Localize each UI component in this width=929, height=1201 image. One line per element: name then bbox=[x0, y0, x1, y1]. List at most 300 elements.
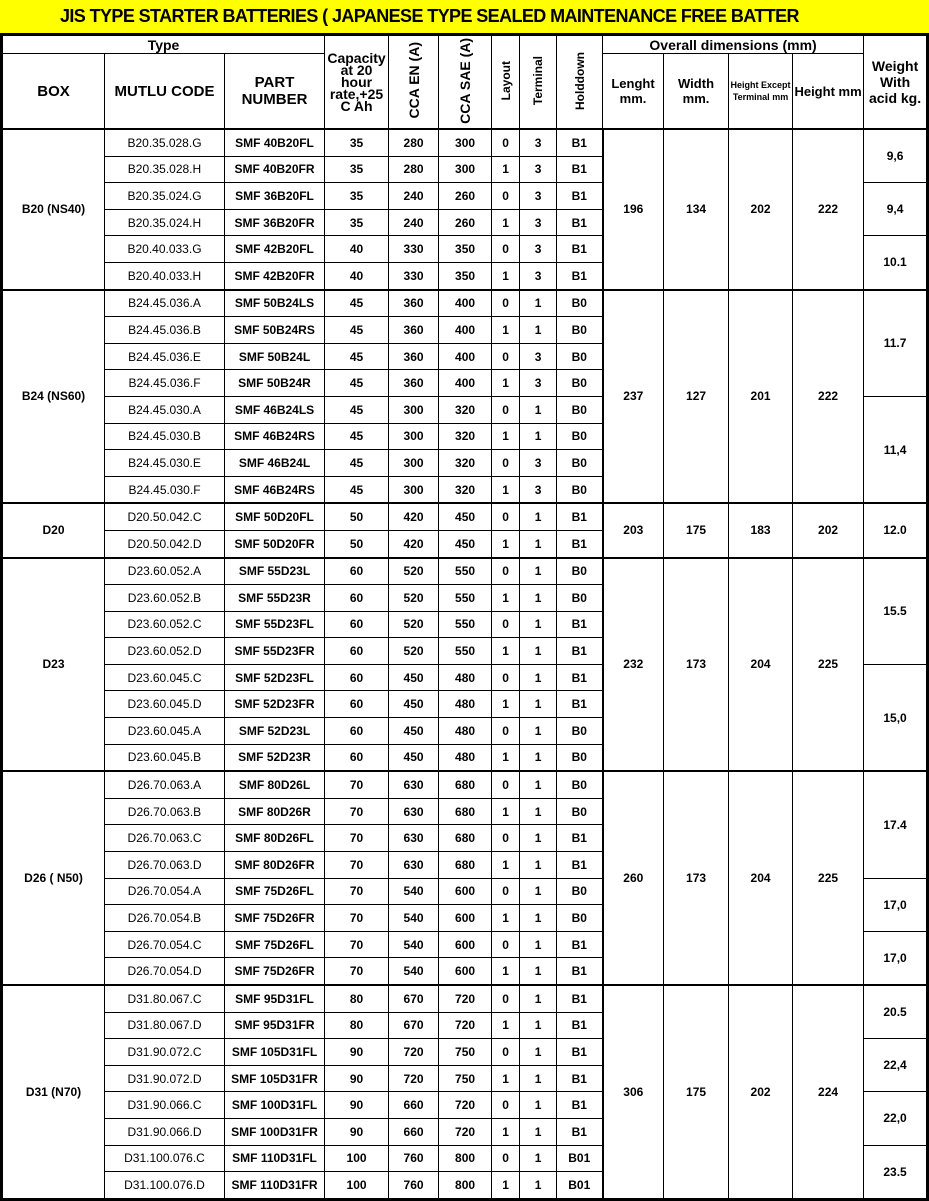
weight-cell: 17,0 bbox=[864, 878, 928, 931]
cca-sae-cell: 720 bbox=[439, 1118, 492, 1145]
height-except-cell: 201 bbox=[729, 290, 793, 504]
part-number-cell: SMF 50B24R bbox=[225, 370, 325, 397]
layout-cell: 1 bbox=[492, 1012, 520, 1039]
terminal-cell: 1 bbox=[520, 611, 557, 638]
mutlu-code-cell: B24.45.036.E bbox=[105, 343, 225, 370]
terminal-cell: 1 bbox=[520, 290, 557, 317]
weight-cell: 15.5 bbox=[864, 558, 928, 665]
header-mutlu-code: MUTLU CODE bbox=[105, 54, 225, 130]
layout-cell: 0 bbox=[492, 236, 520, 263]
part-number-cell: SMF 100D31FL bbox=[225, 1092, 325, 1119]
holddown-cell: B01 bbox=[557, 1145, 603, 1172]
cca-en-cell: 720 bbox=[389, 1065, 439, 1092]
table-body bbox=[2, 129, 928, 1199]
height-cell: 224 bbox=[793, 985, 864, 1199]
cca-en-cell: 450 bbox=[389, 691, 439, 718]
cca-sae-cell: 800 bbox=[439, 1172, 492, 1200]
terminal-cell: 1 bbox=[520, 585, 557, 612]
cca-sae-cell: 260 bbox=[439, 209, 492, 236]
cca-en-cell: 630 bbox=[389, 825, 439, 852]
cca-sae-cell: 750 bbox=[439, 1039, 492, 1066]
mutlu-code-cell: D26.70.063.C bbox=[105, 825, 225, 852]
terminal-cell: 3 bbox=[520, 450, 557, 477]
mutlu-code-cell: D23.60.045.C bbox=[105, 664, 225, 691]
cca-sae-cell: 680 bbox=[439, 825, 492, 852]
mutlu-code-cell: D26.70.054.D bbox=[105, 958, 225, 985]
width-cell: 175 bbox=[664, 503, 729, 557]
cca-sae-cell: 600 bbox=[439, 958, 492, 985]
part-number-cell: SMF 55D23R bbox=[225, 585, 325, 612]
layout-cell: 1 bbox=[492, 530, 520, 557]
mutlu-code-cell: B24.45.030.B bbox=[105, 423, 225, 450]
header-cca-sae-label: CCA SAE (A) bbox=[457, 37, 474, 124]
terminal-cell: 1 bbox=[520, 852, 557, 879]
header-holddown bbox=[557, 35, 603, 130]
page-title: JIS TYPE STARTER BATTERIES ( JAPANESE TYPE SEALED MAINTENANCE FREE BATTER bbox=[0, 0, 929, 33]
layout-cell: 0 bbox=[492, 1145, 520, 1172]
holddown-cell: B0 bbox=[557, 423, 603, 450]
layout-cell: 1 bbox=[492, 423, 520, 450]
part-number-cell: SMF 105D31FL bbox=[225, 1039, 325, 1066]
capacity-cell: 40 bbox=[325, 236, 389, 263]
cca-en-cell: 630 bbox=[389, 771, 439, 798]
terminal-cell: 1 bbox=[520, 985, 557, 1012]
holddown-cell: B0 bbox=[557, 370, 603, 397]
part-number-cell: SMF 40B20FL bbox=[225, 129, 325, 156]
holddown-cell: B1 bbox=[557, 1092, 603, 1119]
table-row bbox=[2, 558, 928, 585]
capacity-cell: 45 bbox=[325, 290, 389, 317]
layout-cell: 1 bbox=[492, 370, 520, 397]
length-cell: 232 bbox=[603, 558, 664, 772]
layout-cell: 0 bbox=[492, 1092, 520, 1119]
capacity-cell: 60 bbox=[325, 558, 389, 585]
holddown-cell: B1 bbox=[557, 183, 603, 210]
layout-cell: 1 bbox=[492, 638, 520, 665]
weight-cell: 9,6 bbox=[864, 129, 928, 183]
holddown-cell: B0 bbox=[557, 450, 603, 477]
header-overall-dimensions: Overall dimensions (mm) bbox=[603, 35, 864, 54]
header-capacity: Capacity at 20 hour rate,+25 C Ah bbox=[325, 35, 389, 130]
cca-sae-cell: 550 bbox=[439, 611, 492, 638]
holddown-cell: B1 bbox=[557, 503, 603, 530]
layout-cell: 1 bbox=[492, 1118, 520, 1145]
capacity-cell: 90 bbox=[325, 1118, 389, 1145]
terminal-cell: 3 bbox=[520, 209, 557, 236]
layout-cell: 0 bbox=[492, 718, 520, 745]
cca-en-cell: 360 bbox=[389, 343, 439, 370]
cca-en-cell: 540 bbox=[389, 878, 439, 905]
part-number-cell: SMF 40B20FR bbox=[225, 156, 325, 183]
terminal-cell: 1 bbox=[520, 1039, 557, 1066]
part-number-cell: SMF 110D31FL bbox=[225, 1145, 325, 1172]
cca-en-cell: 300 bbox=[389, 396, 439, 423]
cca-en-cell: 720 bbox=[389, 1039, 439, 1066]
mutlu-code-cell: B24.45.036.B bbox=[105, 317, 225, 344]
mutlu-code-cell: D31.90.072.D bbox=[105, 1065, 225, 1092]
terminal-cell: 1 bbox=[520, 1118, 557, 1145]
terminal-cell: 1 bbox=[520, 744, 557, 771]
weight-cell: 11,4 bbox=[864, 396, 928, 503]
cca-en-cell: 300 bbox=[389, 450, 439, 477]
part-number-cell: SMF 50D20FR bbox=[225, 530, 325, 557]
part-number-cell: SMF 52D23R bbox=[225, 744, 325, 771]
cca-en-cell: 300 bbox=[389, 476, 439, 503]
cca-sae-cell: 750 bbox=[439, 1065, 492, 1092]
layout-cell: 0 bbox=[492, 985, 520, 1012]
holddown-cell: B1 bbox=[557, 209, 603, 236]
holddown-cell: B0 bbox=[557, 290, 603, 317]
length-cell: 306 bbox=[603, 985, 664, 1199]
header-height: Height mm bbox=[793, 54, 864, 130]
mutlu-code-cell: D26.70.054.A bbox=[105, 878, 225, 905]
cca-sae-cell: 350 bbox=[439, 236, 492, 263]
cca-en-cell: 660 bbox=[389, 1092, 439, 1119]
mutlu-code-cell: D20.50.042.C bbox=[105, 503, 225, 530]
cca-en-cell: 240 bbox=[389, 183, 439, 210]
cca-sae-cell: 600 bbox=[439, 931, 492, 958]
mutlu-code-cell: B24.45.030.F bbox=[105, 476, 225, 503]
header-terminal bbox=[520, 35, 557, 130]
cca-en-cell: 670 bbox=[389, 1012, 439, 1039]
part-number-cell: SMF 50D20FL bbox=[225, 503, 325, 530]
part-number-cell: SMF 80D26R bbox=[225, 798, 325, 825]
layout-cell: 0 bbox=[492, 290, 520, 317]
layout-cell: 1 bbox=[492, 476, 520, 503]
cca-sae-cell: 550 bbox=[439, 558, 492, 585]
holddown-cell: B0 bbox=[557, 476, 603, 503]
cca-sae-cell: 480 bbox=[439, 744, 492, 771]
capacity-cell: 90 bbox=[325, 1092, 389, 1119]
holddown-cell: B1 bbox=[557, 931, 603, 958]
layout-cell: 1 bbox=[492, 262, 520, 289]
holddown-cell: B1 bbox=[557, 1065, 603, 1092]
capacity-cell: 45 bbox=[325, 396, 389, 423]
part-number-cell: SMF 52D23L bbox=[225, 718, 325, 745]
capacity-cell: 70 bbox=[325, 905, 389, 932]
part-number-cell: SMF 50B24RS bbox=[225, 317, 325, 344]
weight-cell: 9,4 bbox=[864, 183, 928, 236]
cca-sae-cell: 550 bbox=[439, 585, 492, 612]
layout-cell: 1 bbox=[492, 317, 520, 344]
layout-cell: 0 bbox=[492, 396, 520, 423]
weight-cell: 15,0 bbox=[864, 664, 928, 771]
layout-cell: 0 bbox=[492, 611, 520, 638]
terminal-cell: 1 bbox=[520, 1012, 557, 1039]
layout-cell: 1 bbox=[492, 798, 520, 825]
cca-sae-cell: 400 bbox=[439, 370, 492, 397]
terminal-cell: 3 bbox=[520, 370, 557, 397]
capacity-cell: 70 bbox=[325, 931, 389, 958]
weight-cell: 10.1 bbox=[864, 236, 928, 290]
cca-en-cell: 240 bbox=[389, 209, 439, 236]
mutlu-code-cell: B20.35.028.H bbox=[105, 156, 225, 183]
layout-cell: 0 bbox=[492, 664, 520, 691]
cca-en-cell: 360 bbox=[389, 370, 439, 397]
length-cell: 196 bbox=[603, 129, 664, 290]
part-number-cell: SMF 50B24L bbox=[225, 343, 325, 370]
part-number-cell: SMF 75D26FR bbox=[225, 958, 325, 985]
capacity-cell: 70 bbox=[325, 798, 389, 825]
mutlu-code-cell: D23.60.045.B bbox=[105, 744, 225, 771]
height-except-cell: 204 bbox=[729, 558, 793, 772]
layout-cell: 0 bbox=[492, 825, 520, 852]
capacity-cell: 45 bbox=[325, 317, 389, 344]
mutlu-code-cell: D31.90.066.C bbox=[105, 1092, 225, 1119]
terminal-cell: 1 bbox=[520, 931, 557, 958]
terminal-cell: 1 bbox=[520, 798, 557, 825]
mutlu-code-cell: D31.80.067.C bbox=[105, 985, 225, 1012]
mutlu-code-cell: D23.60.052.C bbox=[105, 611, 225, 638]
part-number-cell: SMF 75D26FL bbox=[225, 931, 325, 958]
cca-sae-cell: 550 bbox=[439, 638, 492, 665]
mutlu-code-cell: D31.100.076.D bbox=[105, 1172, 225, 1200]
capacity-cell: 45 bbox=[325, 423, 389, 450]
terminal-cell: 3 bbox=[520, 156, 557, 183]
terminal-cell: 1 bbox=[520, 638, 557, 665]
cca-en-cell: 540 bbox=[389, 931, 439, 958]
mutlu-code-cell: B20.40.033.H bbox=[105, 262, 225, 289]
capacity-cell: 45 bbox=[325, 450, 389, 477]
holddown-cell: B1 bbox=[557, 1118, 603, 1145]
capacity-cell: 40 bbox=[325, 262, 389, 289]
layout-cell: 1 bbox=[492, 905, 520, 932]
holddown-cell: B1 bbox=[557, 691, 603, 718]
header-cca-sae bbox=[439, 35, 492, 130]
cca-en-cell: 360 bbox=[389, 290, 439, 317]
capacity-cell: 35 bbox=[325, 183, 389, 210]
part-number-cell: SMF 55D23FR bbox=[225, 638, 325, 665]
layout-cell: 1 bbox=[492, 852, 520, 879]
part-number-cell: SMF 52D23FL bbox=[225, 664, 325, 691]
capacity-cell: 60 bbox=[325, 691, 389, 718]
part-number-cell: SMF 50B24LS bbox=[225, 290, 325, 317]
terminal-cell: 1 bbox=[520, 317, 557, 344]
mutlu-code-cell: D26.70.054.B bbox=[105, 905, 225, 932]
cca-sae-cell: 450 bbox=[439, 530, 492, 557]
box-cell: D20 bbox=[2, 503, 105, 557]
cca-en-cell: 670 bbox=[389, 985, 439, 1012]
cca-sae-cell: 480 bbox=[439, 718, 492, 745]
header-weight: Weight With acid kg. bbox=[864, 35, 928, 130]
weight-cell: 17,0 bbox=[864, 931, 928, 985]
capacity-cell: 80 bbox=[325, 1012, 389, 1039]
holddown-cell: B1 bbox=[557, 852, 603, 879]
layout-cell: 0 bbox=[492, 558, 520, 585]
part-number-cell: SMF 42B20FR bbox=[225, 262, 325, 289]
capacity-cell: 60 bbox=[325, 585, 389, 612]
holddown-cell: B1 bbox=[557, 1039, 603, 1066]
capacity-cell: 70 bbox=[325, 958, 389, 985]
holddown-cell: B1 bbox=[557, 129, 603, 156]
cca-en-cell: 330 bbox=[389, 236, 439, 263]
terminal-cell: 1 bbox=[520, 878, 557, 905]
table-row bbox=[2, 290, 928, 317]
capacity-cell: 50 bbox=[325, 530, 389, 557]
terminal-cell: 1 bbox=[520, 1065, 557, 1092]
height-except-cell: 204 bbox=[729, 771, 793, 985]
part-number-cell: SMF 95D31FR bbox=[225, 1012, 325, 1039]
part-number-cell: SMF 46B24L bbox=[225, 450, 325, 477]
part-number-cell: SMF 46B24RS bbox=[225, 476, 325, 503]
layout-cell: 1 bbox=[492, 1065, 520, 1092]
header-box: BOX bbox=[2, 54, 105, 130]
part-number-cell: SMF 75D26FL bbox=[225, 878, 325, 905]
mutlu-code-cell: B24.45.036.A bbox=[105, 290, 225, 317]
cca-en-cell: 360 bbox=[389, 317, 439, 344]
weight-cell: 22,0 bbox=[864, 1092, 928, 1145]
cca-en-cell: 450 bbox=[389, 718, 439, 745]
part-number-cell: SMF 80D26FL bbox=[225, 825, 325, 852]
terminal-cell: 1 bbox=[520, 503, 557, 530]
holddown-cell: B0 bbox=[557, 396, 603, 423]
table-row bbox=[2, 985, 928, 1012]
box-cell: D26 ( N50) bbox=[2, 771, 105, 985]
height-cell: 222 bbox=[793, 129, 864, 290]
mutlu-code-cell: D23.60.045.A bbox=[105, 718, 225, 745]
box-cell: D31 (N70) bbox=[2, 985, 105, 1199]
weight-cell: 17.4 bbox=[864, 771, 928, 878]
mutlu-code-cell: B24.45.030.A bbox=[105, 396, 225, 423]
cca-sae-cell: 320 bbox=[439, 396, 492, 423]
header-holddown-label: Holddown bbox=[572, 51, 587, 110]
part-number-cell: SMF 46B24LS bbox=[225, 396, 325, 423]
layout-cell: 1 bbox=[492, 156, 520, 183]
cca-en-cell: 660 bbox=[389, 1118, 439, 1145]
terminal-cell: 1 bbox=[520, 1145, 557, 1172]
holddown-cell: B0 bbox=[557, 343, 603, 370]
terminal-cell: 1 bbox=[520, 423, 557, 450]
holddown-cell: B1 bbox=[557, 985, 603, 1012]
mutlu-code-cell: D20.50.042.D bbox=[105, 530, 225, 557]
box-cell: B20 (NS40) bbox=[2, 129, 105, 290]
terminal-cell: 1 bbox=[520, 958, 557, 985]
cca-sae-cell: 720 bbox=[439, 985, 492, 1012]
layout-cell: 0 bbox=[492, 183, 520, 210]
part-number-cell: SMF 36B20FL bbox=[225, 183, 325, 210]
table-row bbox=[2, 503, 928, 530]
width-cell: 173 bbox=[664, 771, 729, 985]
holddown-cell: B0 bbox=[557, 585, 603, 612]
holddown-cell: B1 bbox=[557, 638, 603, 665]
cca-en-cell: 630 bbox=[389, 852, 439, 879]
terminal-cell: 1 bbox=[520, 664, 557, 691]
height-except-cell: 183 bbox=[729, 503, 793, 557]
capacity-cell: 35 bbox=[325, 129, 389, 156]
cca-en-cell: 520 bbox=[389, 558, 439, 585]
layout-cell: 1 bbox=[492, 691, 520, 718]
cca-sae-cell: 320 bbox=[439, 423, 492, 450]
weight-cell: 23.5 bbox=[864, 1145, 928, 1199]
mutlu-code-cell: D23.60.052.B bbox=[105, 585, 225, 612]
mutlu-code-cell: B20.35.028.G bbox=[105, 129, 225, 156]
mutlu-code-cell: D31.90.066.D bbox=[105, 1118, 225, 1145]
holddown-cell: B1 bbox=[557, 664, 603, 691]
mutlu-code-cell: B24.45.030.E bbox=[105, 450, 225, 477]
terminal-cell: 1 bbox=[520, 396, 557, 423]
cca-en-cell: 760 bbox=[389, 1172, 439, 1200]
cca-sae-cell: 680 bbox=[439, 852, 492, 879]
layout-cell: 1 bbox=[492, 585, 520, 612]
holddown-cell: B0 bbox=[557, 558, 603, 585]
part-number-cell: SMF 100D31FR bbox=[225, 1118, 325, 1145]
table-row bbox=[2, 771, 928, 798]
terminal-cell: 3 bbox=[520, 236, 557, 263]
capacity-cell: 60 bbox=[325, 664, 389, 691]
layout-cell: 1 bbox=[492, 958, 520, 985]
header-terminal-label: Terminal bbox=[531, 55, 546, 106]
capacity-cell: 90 bbox=[325, 1065, 389, 1092]
cca-en-cell: 450 bbox=[389, 664, 439, 691]
terminal-cell: 1 bbox=[520, 771, 557, 798]
cca-sae-cell: 680 bbox=[439, 771, 492, 798]
terminal-cell: 1 bbox=[520, 530, 557, 557]
cca-en-cell: 280 bbox=[389, 129, 439, 156]
battery-spec-table bbox=[0, 33, 929, 1201]
layout-cell: 0 bbox=[492, 450, 520, 477]
table-row bbox=[2, 129, 928, 156]
box-cell: B24 (NS60) bbox=[2, 290, 105, 504]
length-cell: 237 bbox=[603, 290, 664, 504]
terminal-cell: 1 bbox=[520, 1092, 557, 1119]
holddown-cell: B1 bbox=[557, 156, 603, 183]
layout-cell: 0 bbox=[492, 931, 520, 958]
layout-cell: 1 bbox=[492, 1172, 520, 1200]
part-number-cell: SMF 42B20FL bbox=[225, 236, 325, 263]
header-cca-en-label: CCA EN (A) bbox=[405, 42, 422, 119]
cca-en-cell: 420 bbox=[389, 503, 439, 530]
cca-en-cell: 280 bbox=[389, 156, 439, 183]
mutlu-code-cell: B24.45.036.F bbox=[105, 370, 225, 397]
header-height-except: Height Except Terminal mm bbox=[729, 54, 793, 130]
part-number-cell: SMF 75D26FR bbox=[225, 905, 325, 932]
length-cell: 203 bbox=[603, 503, 664, 557]
width-cell: 127 bbox=[664, 290, 729, 504]
part-number-cell: SMF 52D23FR bbox=[225, 691, 325, 718]
holddown-cell: B01 bbox=[557, 1172, 603, 1200]
header-type: Type bbox=[2, 35, 325, 54]
terminal-cell: 1 bbox=[520, 558, 557, 585]
capacity-cell: 90 bbox=[325, 1039, 389, 1066]
height-cell: 225 bbox=[793, 771, 864, 985]
header-layout-label: Layout bbox=[498, 60, 513, 101]
holddown-cell: B1 bbox=[557, 236, 603, 263]
capacity-cell: 60 bbox=[325, 744, 389, 771]
terminal-cell: 1 bbox=[520, 905, 557, 932]
height-cell: 225 bbox=[793, 558, 864, 772]
height-except-cell: 202 bbox=[729, 129, 793, 290]
terminal-cell: 1 bbox=[520, 825, 557, 852]
cca-sae-cell: 400 bbox=[439, 343, 492, 370]
holddown-cell: B0 bbox=[557, 718, 603, 745]
cca-en-cell: 450 bbox=[389, 744, 439, 771]
cca-en-cell: 540 bbox=[389, 905, 439, 932]
weight-cell: 22,4 bbox=[864, 1039, 928, 1092]
capacity-cell: 70 bbox=[325, 825, 389, 852]
cca-en-cell: 330 bbox=[389, 262, 439, 289]
width-cell: 134 bbox=[664, 129, 729, 290]
capacity-cell: 60 bbox=[325, 611, 389, 638]
cca-en-cell: 520 bbox=[389, 638, 439, 665]
layout-cell: 0 bbox=[492, 129, 520, 156]
cca-sae-cell: 300 bbox=[439, 129, 492, 156]
cca-sae-cell: 480 bbox=[439, 691, 492, 718]
weight-cell: 20.5 bbox=[864, 985, 928, 1039]
weight-cell: 11.7 bbox=[864, 290, 928, 397]
holddown-cell: B0 bbox=[557, 878, 603, 905]
cca-en-cell: 760 bbox=[389, 1145, 439, 1172]
height-cell: 202 bbox=[793, 503, 864, 557]
